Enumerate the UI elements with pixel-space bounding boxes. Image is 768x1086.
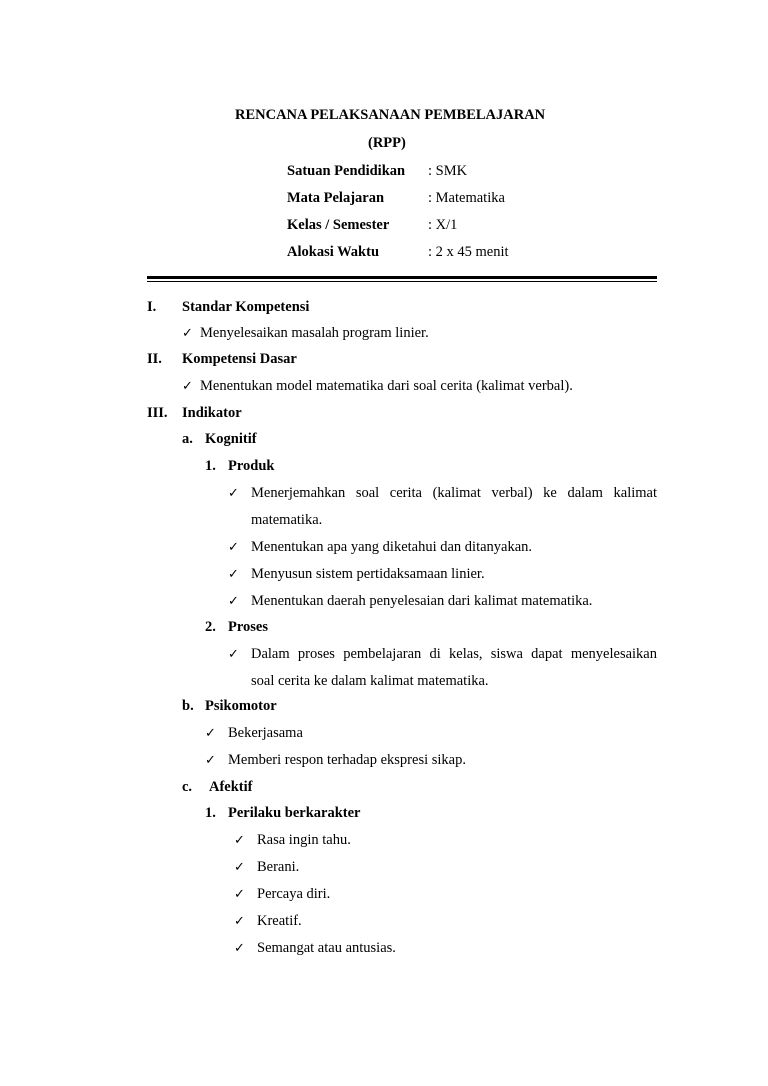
proses-title: Proses	[228, 619, 269, 635]
produk-item-1: ✓ Menerjemahkan soal cerita (kalimat verbal) ke dalam kalimat	[228, 485, 657, 502]
info-value-mapel: : Matematika	[428, 190, 505, 206]
subsection-c-title: Afektif	[209, 779, 253, 795]
checkmark-icon	[228, 485, 246, 502]
document-title: RENCANA PELAKSANAAN PEMBELAJARAN	[235, 107, 546, 123]
checkmark-icon	[228, 593, 251, 610]
header-rule-thin	[147, 281, 657, 282]
checkmark-icon	[228, 566, 251, 583]
produk-item-1-cont: matematika.	[251, 512, 323, 528]
psikomotor-item-2: ✓Memberi respon terhadap ekspresi sikap.	[205, 752, 466, 769]
subsection-c-label: c.	[182, 779, 193, 795]
checkmark-icon	[182, 325, 200, 342]
produk-item-4: ✓Menentukan daerah penyelesaian dari kalimat matematika.	[228, 593, 592, 610]
checkmark-icon	[234, 859, 257, 876]
perilaku-title: Perilaku berkarakter	[228, 805, 361, 821]
section-1-item: ✓Menyelesaikan masalah program linier.	[182, 325, 429, 342]
section-3-title: Indikator	[182, 405, 242, 421]
section-2-number: II.	[147, 351, 162, 367]
section-1-title: Standar Kompetensi	[182, 299, 310, 315]
checkmark-icon	[234, 886, 257, 903]
checkmark-icon	[228, 646, 246, 663]
proses-item-1-cont: soal cerita ke dalam kalimat matematika.	[251, 673, 489, 689]
subsection-b-title: Psikomotor	[205, 698, 277, 714]
checkmark-icon	[234, 913, 257, 930]
checkmark-icon	[182, 378, 200, 395]
section-2-title: Kompetensi Dasar	[182, 351, 297, 367]
proses-number: 2.	[205, 619, 216, 635]
checkmark-icon	[205, 752, 228, 769]
info-value-satuan: : SMK	[428, 163, 468, 179]
info-label-satuan: Satuan Pendidikan	[287, 163, 406, 179]
checkmark-icon	[234, 832, 257, 849]
section-1-number: I.	[147, 299, 157, 315]
info-value-kelas: : X/1	[428, 217, 458, 233]
info-label-kelas: Kelas / Semester	[287, 217, 390, 233]
subsection-a-label: a.	[182, 431, 193, 447]
subsection-a-title: Kognitif	[205, 431, 257, 447]
perilaku-item-2: ✓Berani.	[234, 859, 299, 876]
perilaku-item-5: ✓Semangat atau antusias.	[234, 940, 396, 957]
produk-number: 1.	[205, 458, 216, 474]
produk-item-3: ✓Menyusun sistem pertidaksamaan linier.	[228, 566, 485, 583]
produk-title: Produk	[228, 458, 275, 474]
section-2-item: ✓Menentukan model matematika dari soal cerita (kalimat verbal).	[182, 378, 573, 395]
proses-item-1: ✓ Dalam proses pembelajaran di kelas, siswa dapat menyelesaikan	[228, 646, 657, 663]
checkmark-icon	[228, 539, 251, 556]
document-subtitle: (RPP)	[368, 135, 406, 151]
header-rule-thick	[147, 276, 657, 279]
perilaku-item-1: ✓Rasa ingin tahu.	[234, 832, 351, 849]
subsection-b-label: b.	[182, 698, 194, 714]
checkmark-icon	[205, 725, 228, 742]
info-label-alokasi: Alokasi Waktu	[287, 244, 380, 260]
psikomotor-item-1: ✓Bekerjasama	[205, 725, 303, 742]
info-value-alokasi: : 2 x 45 menit	[428, 244, 509, 260]
produk-item-2: ✓Menentukan apa yang diketahui dan ditanyakan.	[228, 539, 532, 556]
info-label-mapel: Mata Pelajaran	[287, 190, 385, 206]
perilaku-item-3: ✓Percaya diri.	[234, 886, 330, 903]
perilaku-number: 1.	[205, 805, 216, 821]
checkmark-icon	[234, 940, 257, 957]
perilaku-item-4: ✓Kreatif.	[234, 913, 302, 930]
section-3-number: III.	[147, 405, 168, 421]
